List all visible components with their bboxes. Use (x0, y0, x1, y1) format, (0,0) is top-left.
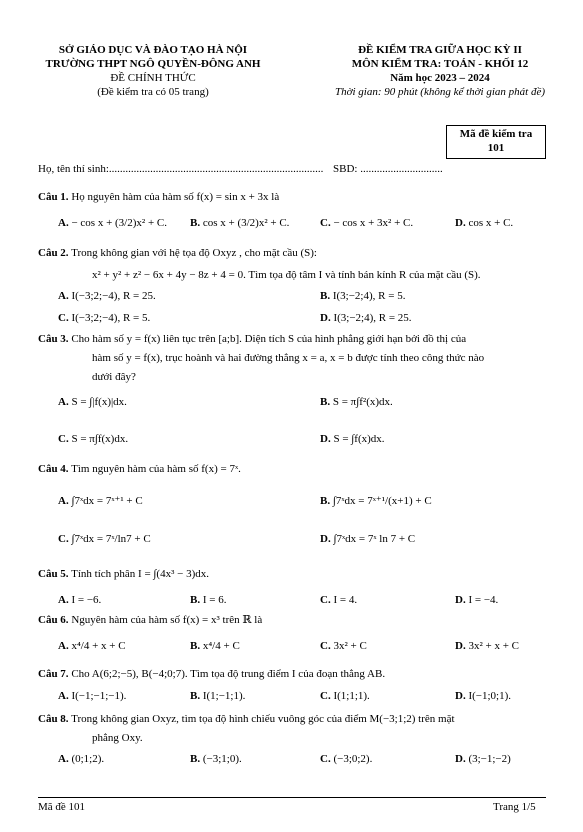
q1-option-a: A. − cos x + (3/2)x² + C. (58, 217, 167, 229)
question-7: Câu 7. Cho A(6;2;−5), B(−4;0;7). Tìm tọa độ trung điểm I của đoạn thẳng AB. (38, 668, 386, 680)
question-1 (38, 191, 279, 205)
q6-option-a: A. x⁴/4 + x + C (58, 640, 126, 652)
footer-page-number: Trang 1/5 (493, 801, 536, 813)
q8-option-a: A. (0;1;2). (58, 753, 105, 765)
question-3-line3: dưới đây? (92, 371, 136, 383)
question-number: Câu 1. (38, 191, 69, 203)
q3-option-c: C. S = π∫f(x)dx. (58, 433, 129, 445)
q2-option-d: D. I(3;−2;4), R = 25. (320, 312, 412, 324)
exam-code-box (446, 125, 546, 159)
question-4: Câu 4. Tìm nguyên hàm của hàm số f(x) = 7ˣ. (38, 463, 241, 475)
q5-option-a: A. I = −6. (58, 594, 102, 606)
q5-option-c: C. I = 4. (320, 594, 358, 606)
q1-option-d: D. cos x + C. (455, 217, 514, 229)
time-limit: Thời gian: 90 phút (không kể thời gian phát đề) (334, 86, 546, 98)
question-2: Câu 2. Trong không gian với hệ tọa độ Oxyz , cho mặt cầu (S): (38, 247, 317, 259)
q8-option-b: B. (−3;1;0). (190, 753, 242, 765)
question-3-line2: hàm số y = f(x), trục hoành và hai đường thẳng x = a, x = b được tính theo công thức nào (92, 352, 485, 364)
subject-title: MÔN KIỂM TRA: TOÁN - KHỐI 12 (351, 58, 529, 70)
question-3: Câu 3. Cho hàm số y = f(x) liên tục trên [a;b]. Diện tích S của hình phẳng giới hạn bởi đồ thị của (38, 333, 467, 345)
question-5: Câu 5. Tính tích phân I = ∫(4x³ − 3)dx. (38, 568, 209, 580)
q4-option-c: C. ∫7ˣdx = 7ˣ/ln7 + C (58, 533, 151, 545)
student-id-field: SBD: .............................. (333, 163, 443, 175)
page-count-note: (Đề kiểm tra có 05 trang) (97, 86, 209, 98)
q3-option-a: A. S = ∫|f(x)|dx. (58, 396, 127, 408)
exam-title: ĐỀ KIỂM TRA GIỮA HỌC KỲ II (358, 44, 522, 56)
question-6: Câu 6. Nguyên hàm của hàm số f(x) = x³ trên ℝ là (38, 614, 263, 626)
q5-option-b: B. I = 6. (190, 594, 227, 606)
q1-option-b: B. cos x + (3/2)x² + C. (190, 217, 290, 229)
q7-option-b: B. I(1;−1;1). (190, 690, 246, 702)
q3-option-b: B. S = π∫f²(x)dx. (320, 396, 393, 408)
q7-option-a: A. I(−1;−1;−1). (58, 690, 127, 702)
q7-option-d: D. I(−1;0;1). (455, 690, 512, 702)
q7-option-c: C. I(1;1;1). (320, 690, 370, 702)
q4-option-a: A. ∫7ˣdx = 7ˣ⁺¹ + C (58, 495, 143, 507)
student-name-field: Họ, tên thí sinh:.............................................................................. (38, 163, 324, 175)
school-year: Năm học 2023 – 2024 (390, 72, 490, 84)
exam-code: 101 (487, 141, 505, 154)
exam-code-label: Mã đề kiểm tra (459, 128, 533, 140)
q1-option-c: C. − cos x + 3x² + C. (320, 217, 414, 229)
question-8: Câu 8. Trong không gian Oxyz, tìm tọa độ hình chiếu vuông góc của điểm M(−3;1;2) trên mặt (38, 713, 455, 725)
q6-option-b: B. x⁴/4 + C (190, 640, 240, 652)
q2-option-b: B. I(3;−2;4), R = 5. (320, 290, 406, 302)
q8-option-d: D. (3;−1;−2) (455, 753, 511, 765)
q2-option-c: C. I(−3;2;−4), R = 5. (58, 312, 151, 324)
q6-option-c: C. 3x² + C (320, 640, 367, 652)
question-text: Họ nguyên hàm của hàm số f(x) = sin x + 3x là (71, 191, 280, 203)
official-label: ĐỀ CHÍNH THỨC (110, 72, 196, 84)
q4-option-d: D. ∫7ˣdx = 7ˣ ln 7 + C (320, 533, 416, 545)
footer-exam-code: Mã đề 101 (38, 801, 86, 813)
question-2-equation: x² + y² + z² − 6x + 4y − 8z + 4 = 0. Tìm tọa độ tâm I và tính bán kính R của mặt cầu (S). (92, 269, 481, 281)
q2-option-a: A. I(−3;2;−4), R = 25. (58, 290, 156, 302)
footer-rule (38, 797, 546, 798)
q5-option-d: D. I = −4. (455, 594, 499, 606)
question-8-line2: phẳng Oxy. (92, 732, 143, 744)
department-name: SỞ GIÁO DỤC VÀ ĐÀO TẠO HÀ NỘI (58, 44, 248, 56)
q4-option-b: B. ∫7ˣdx = 7ˣ⁺¹/(x+1) + C (320, 495, 432, 507)
q3-option-d: D. S = ∫f(x)dx. (320, 433, 385, 445)
q6-option-d: D. 3x² + x + C (455, 640, 519, 652)
school-name: TRƯỜNG THPT NGÔ QUYỀN-ĐÔNG ANH (45, 58, 261, 70)
q8-option-c: C. (−3;0;2). (320, 753, 373, 765)
